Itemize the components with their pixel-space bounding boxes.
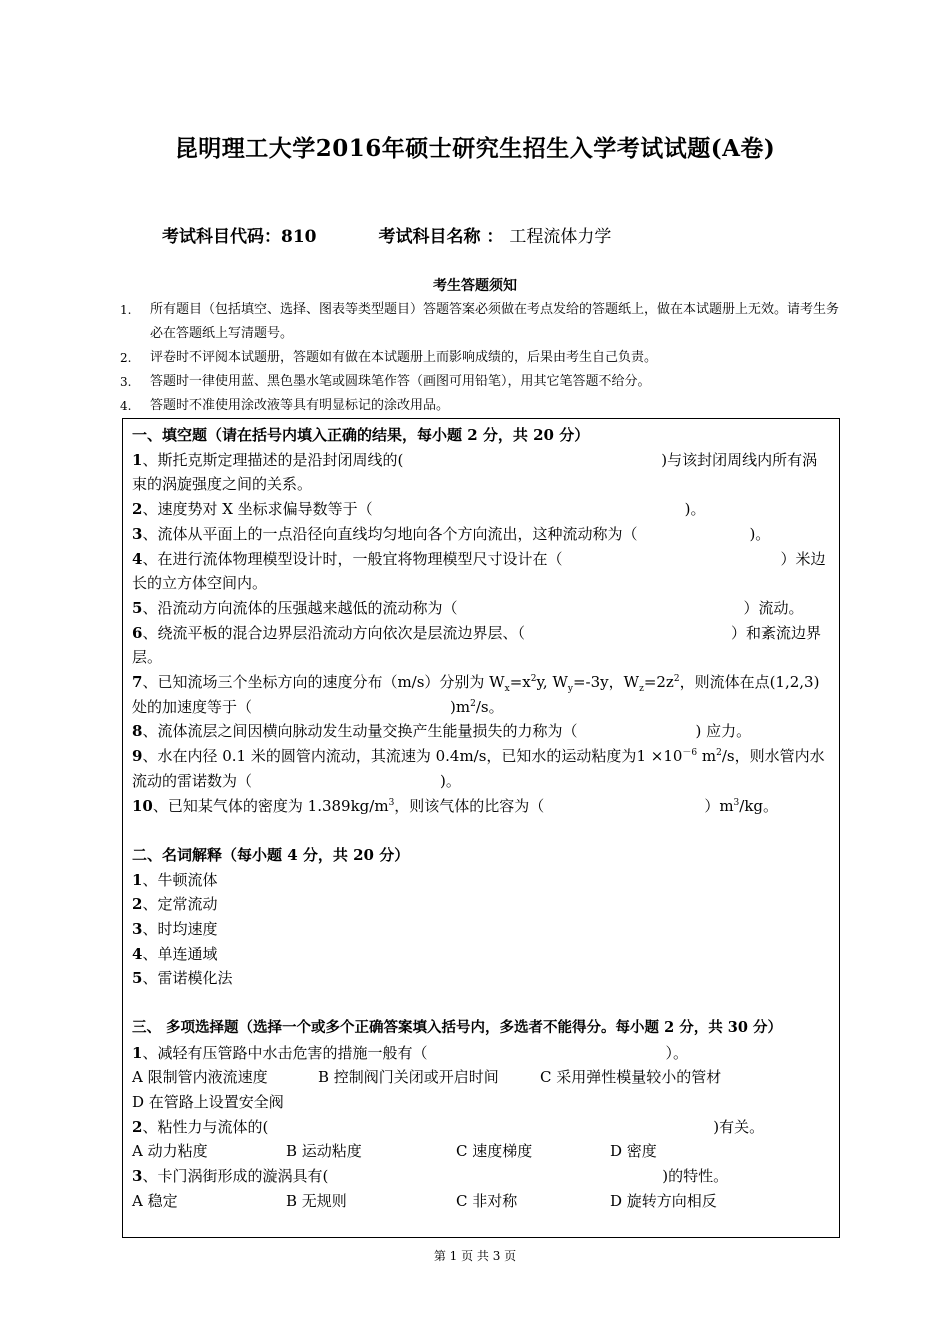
question-number: 9 [132,747,143,766]
choice-options [132,1189,831,1214]
question-text: 、减轻有压管路中水击危害的措施一般有（ [142,1043,428,1062]
question-text: ）。 [665,1043,688,1062]
question-text: 、在进行流体物理模型设计时，一般宜将物理模型尺寸设计在（ [142,549,563,568]
notice-item [120,370,840,394]
notice-text: 答题时不准使用涂改液等具有明显标记的涂改用品。 [150,398,450,413]
question-number: 3 [132,1167,143,1186]
question-text: 、已知某气体的密度为 1.389kg/m [152,796,389,815]
page-footer: 第 1 页 共 3 页 [433,1249,517,1263]
question-text: =-3y，W [572,673,640,692]
definition-item [132,892,831,917]
choice-question-3 [132,1164,831,1189]
subject-info [162,222,611,247]
fill-question-6 [132,621,831,670]
question-number: 4 [132,549,143,568]
subject-code: 考试科目代码：810 [162,227,317,247]
choice-question-1 [132,1041,831,1066]
question-number: 4 [132,944,143,963]
question-text: 1 ×10 [636,747,683,766]
superscript: 2 [530,674,537,685]
fill-question-1 [132,448,831,497]
fill-question-8 [132,719,831,744]
section-fill-blank-heading: 一、填空题（请在括号内填入正确的结果，每小题 2 分，共 20 分） [132,426,590,444]
choice-option: B 运动粘度 [286,1142,362,1161]
question-text: /s，则水管内水流动的雷诺数为（ [132,747,825,790]
question-text: =2z [643,673,674,692]
fill-question-2 [132,497,831,522]
question-text: =x [509,673,531,692]
notice-number: 2. [120,351,132,365]
spacer [132,818,831,843]
question-text: 、定常流动 [142,895,218,914]
question-text: /kg。 [739,796,779,815]
choice-option: D 在管路上设置安全阀 [132,1092,284,1111]
question-text: ）m [704,796,734,815]
fill-question-10 [132,794,831,819]
fill-question-7 [132,670,831,719]
question-number: 7 [132,673,143,692]
definition-item [132,942,831,967]
notice-text: 答题时一律使用蓝、黑色墨水笔或圆珠笔作答（画图可用铅笔），用其它笔答题不给分。 [150,374,651,389]
choice-option: C 速度梯度 [456,1142,533,1161]
notice-item [120,346,840,370]
section-definitions-heading: 二、名词解释（每小题 4 分，共 20 分） [132,845,410,864]
choice-options [132,1139,831,1164]
question-number: 1 [132,870,143,889]
subscript: z [639,684,644,695]
superscript: －6 [682,748,698,759]
question-text: 、雷诺模化法 [142,969,233,988]
exam-title: 昆明理工大学2016年硕士研究生招生入学考试试题(A卷) [174,135,776,162]
question-number: 1 [132,1043,143,1062]
question-text: 、沿流动方向流体的压强越来越低的流动称为（ [142,598,458,617]
subject-name-label: 考试科目名称 ： [378,227,504,247]
fill-question-5 [132,596,831,621]
definition-item [132,917,831,942]
question-text: 、速度势对 X 坐标求偏导数等于（ [142,500,373,519]
choice-option: B 控制阀门关闭或开启时间 [318,1068,499,1087]
superscript: 3 [733,797,740,808]
notice-item [120,394,840,418]
fill-question-9 [132,744,831,793]
question-text: 、斯托克斯定理描述的是沿封闭周线的( [142,450,404,469]
question-text: ，则流体在点(1,2,3)处的加速度等于（ [132,673,820,716]
question-text: /s。 [475,697,504,716]
question-number: 3 [132,920,143,939]
notice-number: 3. [120,375,132,389]
section-multiple-choice-heading: 三、 多项选择题（选择一个或多个正确答案填入括号内，多选者不能得分。每小题 2 分，共 30 分） [132,1018,783,1036]
question-number: 2 [132,1117,143,1136]
question-text: 、时均速度 [142,920,218,939]
question-text: ，则该气体的比容为（ [394,796,545,815]
question-text: )的特性。 [662,1167,729,1186]
question-number: 8 [132,722,143,741]
question-text: 、绕流平板的混合边界层沿流动方向依次是层流边界层、（ [142,623,525,642]
choice-option: B 无规则 [286,1191,347,1210]
question-number: 5 [132,598,143,617]
choice-options [132,1065,831,1090]
question-number: 1 [132,450,143,469]
superscript: 2 [673,674,680,685]
question-number: 2 [132,895,143,914]
choice-option: C 非对称 [456,1191,518,1210]
choice-option: A 限制管内液流速度 [132,1068,268,1087]
subject-name: 工程流体力学 [509,227,612,247]
choice-options [132,1090,831,1115]
question-text: 、卡门涡街形成的漩涡具有( [142,1167,329,1186]
question-number: 5 [132,969,143,988]
question-text: ）米边长的立方体空间内。 [132,549,826,593]
question-text: )。 [749,524,771,543]
notice-number: 4. [120,399,132,413]
question-box [122,418,840,1238]
choice-option: A 动力粘度 [132,1142,208,1161]
question-text: ) 应力。 [695,722,752,741]
question-text: )与该封闭周线内所有涡束的涡旋强度之间的关系。 [132,450,818,494]
question-text: m [697,747,717,766]
question-text: )。 [440,771,461,790]
question-text: 、流体从平面上的一点沿径向直线均匀地向各个方向流出，这种流动称为（ [142,524,638,543]
definition-item [132,868,831,893]
question-text: )m [450,697,471,716]
superscript: 3 [388,797,395,808]
superscript: 2 [470,698,476,709]
question-text: ）和紊流边界层。 [132,623,821,667]
question-text: 、粘性力与流体的( [142,1117,269,1136]
question-text: 、单连通域 [142,944,218,963]
choice-option: D 密度 [610,1142,657,1161]
definition-item [132,966,831,991]
notice-number: 1. [120,303,132,317]
choice-option: D 旋转方向相反 [610,1191,717,1210]
question-number: 10 [132,796,153,815]
question-number: 2 [132,500,143,519]
spacer [132,991,831,1016]
notice-text: 评卷时不评阅本试题册，答题如有做在本试题册上而影响成绩的，后果由考生自己负责。 [150,350,658,365]
question-text: )有关。 [713,1117,765,1136]
fill-question-3 [132,522,831,547]
superscript: 2 [716,748,722,759]
question-text: 、已知流场三个坐标方向的速度分布（m/s）分别为 W [142,673,505,692]
question-text: y, W [536,673,568,692]
notice-item [120,298,840,346]
question-number: 3 [132,524,143,543]
question-text: 、牛顿流体 [142,870,218,889]
question-text: )。 [684,500,706,519]
notice-text: 所有题目（包括填空、选择、图表等类型题目）答题答案必须做在考点发给的答题纸上，做在本试题册上无效。请考生务必在答题纸上写清题号。 [150,302,840,341]
choice-question-2 [132,1115,831,1140]
question-text: ）流动。 [743,598,804,617]
question-text: 、水在内径 0.1 米的圆管内流动，其流速为 0.4m/s，已知水的运动粘度为 [142,747,637,766]
question-text: 、流体流层之间因横向脉动发生动量交换产生能量损失的力称为（ [142,722,578,741]
fill-question-4 [132,547,831,596]
subscript: y [567,684,573,695]
notice-list [120,298,840,418]
notice-title: 考生答题须知 [433,278,517,294]
choice-option: C 采用弹性模量较小的管材 [540,1068,722,1087]
question-number: 6 [132,623,143,642]
choice-option: A 稳定 [132,1191,178,1210]
subscript: x [504,684,510,695]
